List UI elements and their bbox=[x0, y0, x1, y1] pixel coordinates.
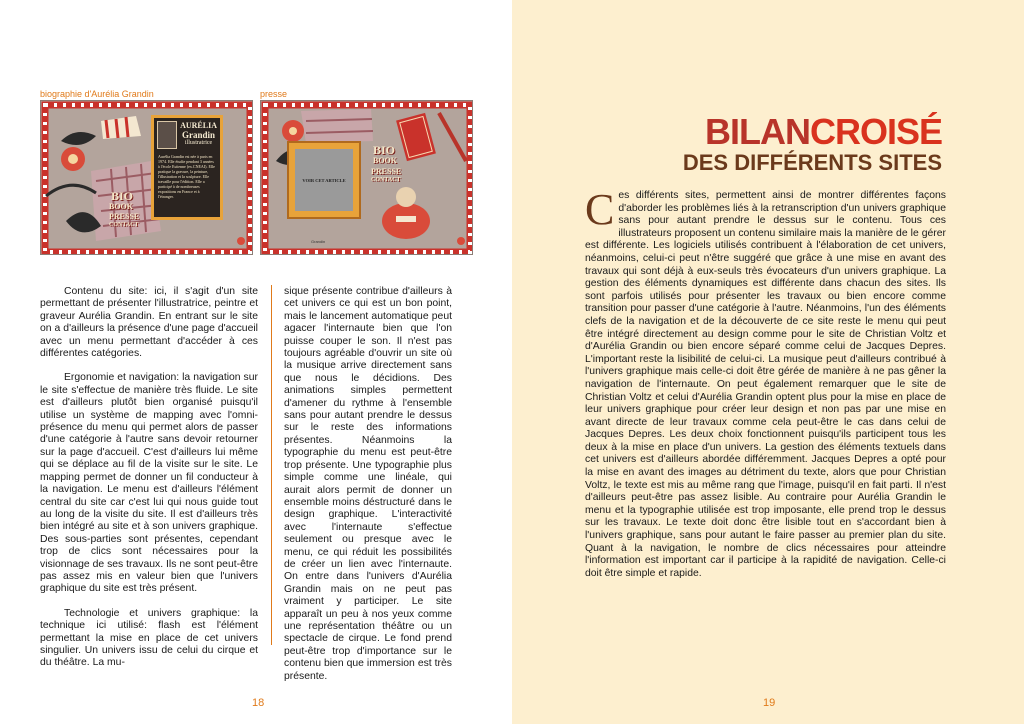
page-number-right: 19 bbox=[763, 697, 776, 709]
board-title-1: AURÉLIA bbox=[180, 121, 217, 130]
subtitle: DES DIFFÉRENTS SITES bbox=[682, 150, 942, 175]
menu-presse[interactable]: PRESSE bbox=[109, 212, 140, 221]
menu-contact[interactable]: CONTACT bbox=[109, 222, 139, 228]
caption-biography: biographie d'Aurélia Grandin bbox=[40, 89, 154, 99]
right-body-text: es différents sites, permettent ainsi de montrer différentes façons d'aborder les problèmes liés à la retranscription d'un univers graphique sans pour autant prendre le dessus sur le contenu. Tous ces illustrateurs proposent un contenu similaire mais la manière de le gérer est différente. Les logiciels utilisés contribuent à l'élaboration de cet univers, néanmoins, celui-ci peut n'être suggéré que grâce à une mise en avant des travaux qui sont déjà à eux-seuls très évocateurs d'un univers graphique. La gestion des éléments dynamiques est différente dans chacun des sites. Ils sont parfois utilisés pour présenter les travaux ou bien encore comme transition pour passer d'une catégorie à l'autre. Néanmoins, l'un des éléments clefs de la navigation et de la découverte de ce site reste le menu qui peut être intégré directement au design comme pour le site de Christian Voltz et d'Aurélia Grandin ou bien encore séparé comme celui de Jacques Depres. L'important reste la lisibilité de celui-ci. La musique peut d'ailleurs contribué à l'univers graphique mais celle-ci doit être gérée de manière à ne pas gêner la navigation de l'internaute. On peut également remarquer que le site de Christian Voltz et celui d'Aurélia Grandin optent plus pour la mise en place de leur univers graphique pour créer leur design et non pas par une mise en avant directe de leur travaux comme cela peut-être le cas dans celui de Jacques Depres. Les deux choix fonctionnent puisqu'ils participent tous les deux à la mise en place d'un univers. La gestion des éléments textuels dans cet univers est d'ailleurs abordée différemment. Jacques Depres a opté pour la mise en avant des images au détriment du texte, alors que pour Christian Voltz, le texte est mis au même rang que l'image, puisqu'il en fait parti. Il n'est d'ailleurs peut-être pas assez lisible. Au contraire pour Aurélia Grandin le menu et la typographie utilisée est trop imposante, elle prend trop le dessus sur les travaux. Le texte doit donc être lisible tout en s'accordant bien à l'univers graphique, sans pour autant le faire passer au premier plan du site. Quant à la navigation, le nombre de clics nécessaires pour atteindre l'information est important car il participe à la rapidité de navigation. Celle-ci doit être simple et rapide. bbox=[585, 190, 946, 579]
board-body: Aurélia Grandin est née à paris en 1974. Elle étudie pendant 3 années à l'école Estienne (ex.CNEAI). Elle pratique la gravure, la peinture, l'illustration et la sculpture. Elle travaille pour l'édition. Elle a participé à de nombreuses expositions en France et à l'étranger. bbox=[158, 154, 215, 199]
column-divider bbox=[271, 285, 272, 645]
screenshot-presse bbox=[260, 100, 473, 255]
left-column-1 bbox=[40, 286, 258, 682]
menu-presse[interactable]: PRESSE bbox=[371, 167, 402, 176]
left-column-2 bbox=[284, 286, 452, 695]
menu-book[interactable]: BOOK bbox=[373, 156, 398, 165]
title-croise: CROISÉ bbox=[809, 111, 942, 152]
drop-cap: C bbox=[585, 185, 615, 234]
board-title-2: Grandin bbox=[182, 130, 216, 140]
article-screen[interactable] bbox=[295, 149, 353, 211]
footer-text: Grandin bbox=[311, 239, 326, 244]
menu-bio[interactable]: BIO bbox=[111, 189, 134, 203]
page-title bbox=[683, 113, 942, 175]
article-frame bbox=[287, 141, 361, 219]
title-bilan: BILAN bbox=[704, 111, 810, 152]
article-link[interactable]: VOIR CET ARTICLE bbox=[302, 177, 346, 183]
right-body bbox=[585, 185, 946, 580]
bio-board bbox=[151, 115, 223, 220]
paragraph-ergonomie: Ergonomie et navigation: la navigation sur le site s'effectue de manière très fluide. Le site est d'ailleurs plutôt bien organisé puisqu'il utilise un système de mapping avec l'omni-présence du menu qui permet alors de passer d'une catégorie à l'autre sans devoir retourner sur la page d'accueil. C'est d'ailleurs lui même qui se déplace au fil de la visite sur le site. Le mapping permet de donner un fil conducteur à la navigation. Le menu est d'ailleurs l'élément central du site car c'est lui qui nous guide tout au long de la visite du site. Il est d'ailleurs très bien intégré au site et à son univers graphique. Des sous-parties sont présentes, cependant trop de clics sont nécessaires pour la visionnage de ses travaux. Ils ne sont peut-être pas assez mis en valeur bien que l'univers graphique du site est très présent. bbox=[40, 372, 258, 595]
screenshot-biography bbox=[40, 100, 253, 255]
menu-bio[interactable]: BIO bbox=[373, 143, 396, 157]
caption-presse: presse bbox=[260, 89, 288, 99]
paragraph-musique: sique présente contribue d'ailleurs à cet univers ce qui est un bon point, mais le lancement automatique peut agacer l'internaute bien que l'on puisse couper le son. Il n'est pas toujours agréable d'ouvrir un site où la musique arrive directement sans que nous le décidions. Des animations simples permettent d'amener du rythme à l'ensemble sans pour autant prendre le dessus sur le reste des informations présentes. Néanmoins la typographie du menu est peut-être trop présente. Une typographie plus simple comme une linéale, qui aurait alors permit de donner un ensemble moins déstructuré dans le design graphique. L'interactivité avec l'internaute s'effectue seulement ou presque avec le menu, ce qui réduit les possibilités de créer un lien avec l'internaute. On entre dans l'univers d'Aurélia Grandin mais on ne peut pas vraiment y participer. Le site apparaît un peu à nos yeux comme une représentation théâtre ou un spectacle de cirque. Le fond prend peut-être trop d'importance sur le contenu bien que immersion est très présente. bbox=[284, 286, 452, 682]
portrait-photo bbox=[157, 121, 177, 149]
board-title-3: illustratrice bbox=[184, 140, 213, 146]
menu-book[interactable]: BOOK bbox=[109, 202, 134, 211]
page-number-left: 18 bbox=[252, 697, 265, 709]
paragraph-content: Contenu du site: ici, il s'agit d'un site permettant de présenter l'illustratrice, peintre et graveur Aurélia Grandin. En entrant sur le site on a d'ailleurs la présence d'une page d'accueil avec un menu permettant d'accéder à ces différentes catégories. bbox=[40, 286, 258, 360]
menu-contact[interactable]: CONTACT bbox=[371, 177, 401, 183]
paragraph-technologie: Technologie et univers graphique: la technique ici utilisé: flash est l'élément permettant la mise en place de cet univers singulier. Un univers issu de celui du cirque et du théâtre. La mu- bbox=[40, 607, 258, 669]
